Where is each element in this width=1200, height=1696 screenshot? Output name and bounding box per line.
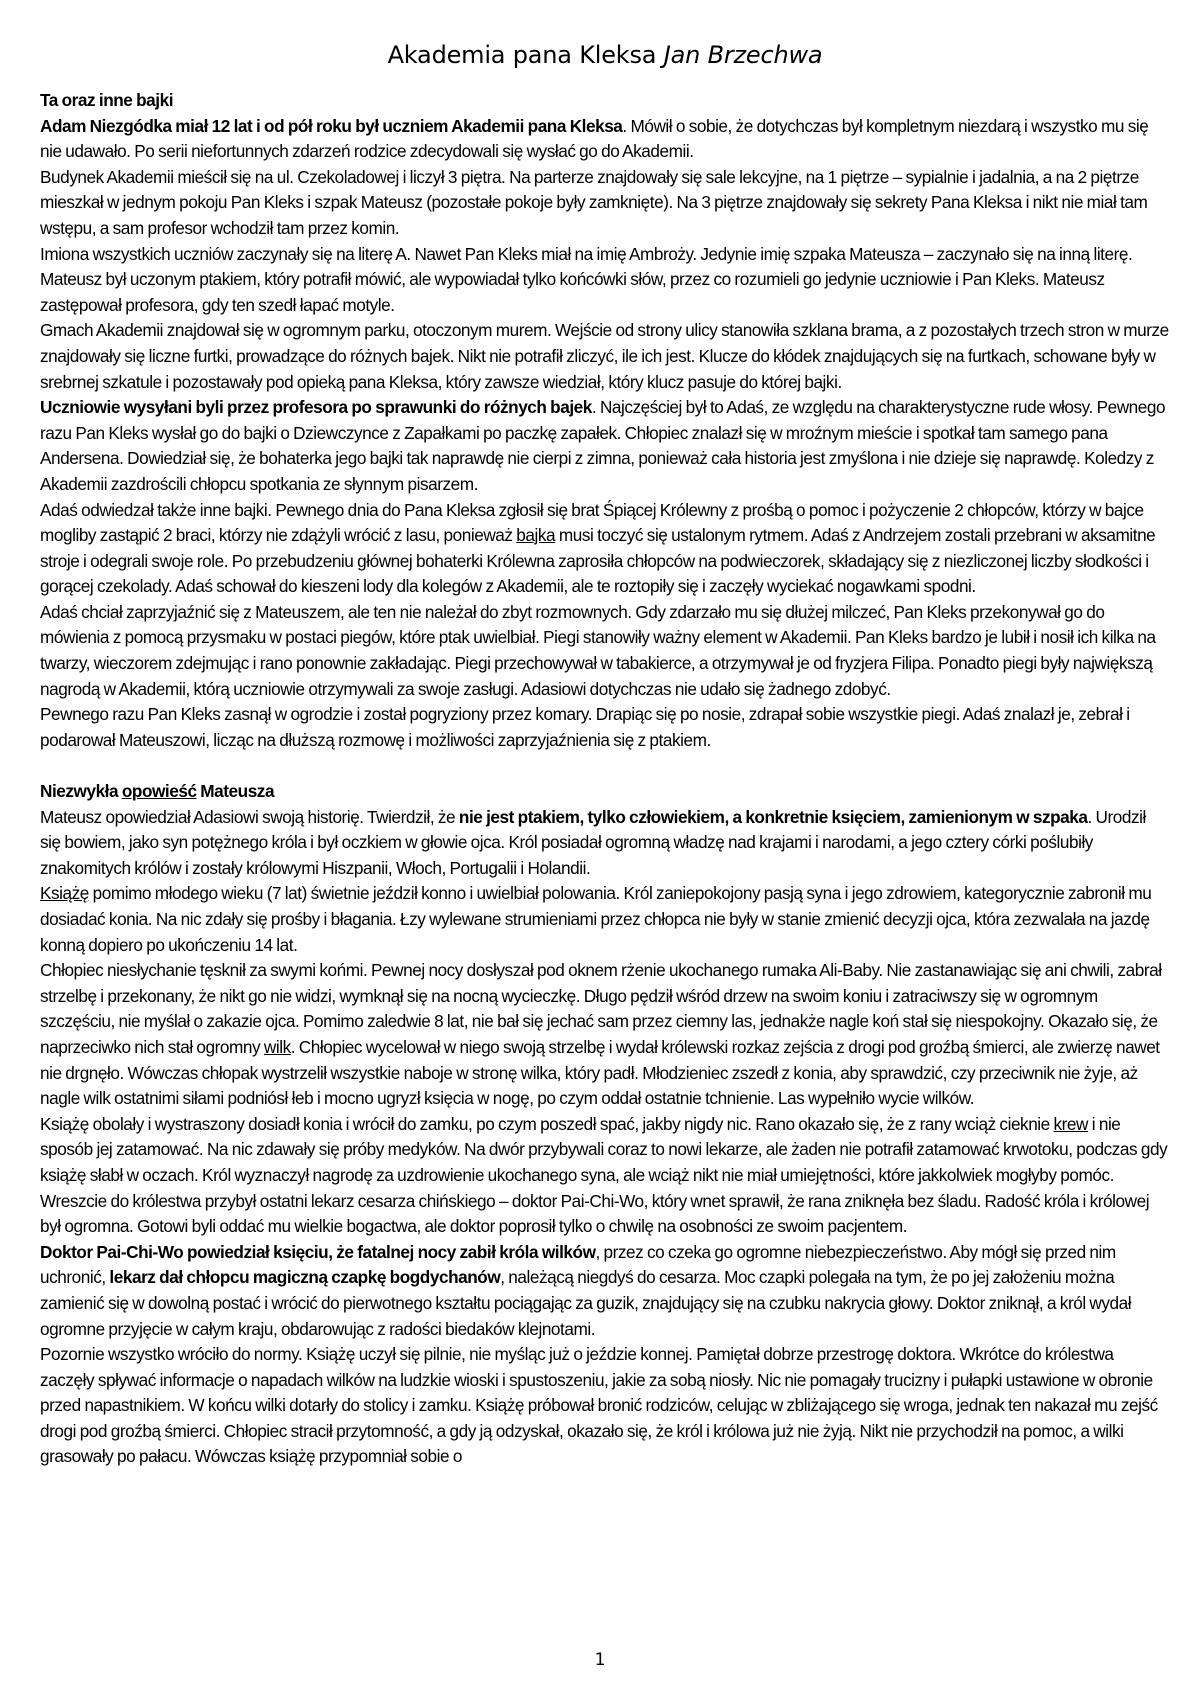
text-span: . Najczęściej był to Adaś, ze względu na charakterystyczne rude włosy. Pewnego razu Pan Kleks wysłał go do bajki o Dziewczynce z Zapałkami po paczkę zapałek. Chłopiec znalazł się w mroźnym mieście i spotkał tam samego pana Andersena. Dowiedział się, że bohaterka jego bajki tak naprawdę nie cierpi z zimna, ponieważ cała historia jest zmyślona i nie dzieje się naprawdę. Koledzy z Akademii zazdrościli chłopcu spotkania ze słynnym pisarzem. [40, 397, 1166, 494]
text-span: pomimo młodego wieku (7 lat) świetnie jeździł konno i uwielbiał polowania. Król zaniepokojony pasją syna i jego zdrowiem, kategorycznie zabronił mu dosiadać konia. Na nic zdały się prośby i błagania. Łzy wylewane strumieniami przez chłopca nie były w stanie zmienić decyzji ojca, która zezwalała na jazdę konną dopiero po ukończeniu 14 lat. [40, 883, 1152, 955]
paragraph [40, 805, 1170, 882]
bold-text: lekarz dał chłopcu magiczną czapkę bogdychanów [109, 1267, 501, 1288]
document-page [40, 38, 1170, 1470]
text-span: . Chłopiec wycelował w niego swoją strzelbę i wydał królewski rozkaz zejścia z drogi pod groźbą śmierci, ale zwierzę nawet nie drgnęło. Wówczas chłopak wystrzelił wszystkie naboje w stronę wilka, który padł. Młodzieniec zszedł z konia, aby sprawdzić, czy przeciwnik nie żyje, aż nagle wilk ostatnimi siłami podniósł łeb i mocno ugryzł księcia w nogę, po czym oddał ostatnie tchnienie. Las wypełniło wycie wilków. [40, 1036, 1160, 1109]
text-span: Gmach Akademii znajdował się w ogromnym parku, otoczonym murem. Wejście od strony ulicy stanowiła szklana brama, a z pozostałych trzech stron w murze znajdowały się liczne furtki, prowadzące do różnych bajek. Nikt nie potrafił zliczyć, ile ich jest. Klucze do kłódek znajdujących się na furtkach, schowane były w srebrnej szkatule i pozostawały pod opieką pana Kleksa, który zawsze wiedział, który klucz pasuje do której bajki. [40, 320, 1169, 392]
paragraph [40, 1342, 1170, 1470]
text-span: Pewnego razu Pan Kleks zasnął w ogrodzie i został pogryziony przez komary. Drapiąc się po nosie, zdrapał sobie wszystkie piegi. Adaś znalazł je, zebrał i podarował Mateuszowi, licząc na dłuższą rozmowę i możliwości zaprzyjaźnienia się z ptakiem. [40, 704, 1130, 750]
text-span: Adaś odwiedzał także inne bajki. Pewnego dnia do Pana Kleksa zgłosił się brat Śpiącej Królewny z prośbą o pomoc i pożyczenie 2 chłopców, którzy w bajce mogliby zastąpić 2 braci, którzy nie zdążyli wrócić z lasu, ponieważ [40, 499, 1144, 546]
text-span: . Urodził się bowiem, jako syn potężnego króla i był oczkiem w głowie ojca. Król posiadał ogromną władzę nad krajami i narodami, a jego cztery córki poślubiły znakomitych królów i zostały królowymi Hiszpanii, Włoch, Portugalii i Holandii. [40, 806, 1146, 878]
paragraph [40, 395, 1170, 497]
bold-text: nie jest ptakiem, tylko człowiekiem, a konkretnie księciem, zamienionym w szpaka [458, 806, 1088, 827]
underlined-text: Książę [40, 883, 89, 904]
underlined-text: wilk [263, 1036, 291, 1057]
text-span: Budynek Akademii mieścił się na ul. Czekoladowej i liczył 3 piętra. Na parterze znajdowały się sale lekcyjne, na 1 piętrze – sypialnie i jadalnia, a na 2 piętrze mieszkał w jednym pokoju Pan Kleks i szpak Mateusz (pozostałe pokoje były zamknięte). Na 3 piętrze znajdowały się sekrety Pana Kleksa i nikt nie miał tam wstępu, a sam profesor wchodził tam przez komin. [40, 166, 1148, 238]
text-span: Mateusz opowiedział Adasiowi swoją historię. Twierdził, że [40, 806, 459, 827]
text-span: Książę obolały i wystraszony dosiadł konia i wrócił do zamku, po czym poszedł spać, jakby nigdy nic. Rano okazało się, że z rany wciąż cieknie [40, 1113, 1054, 1134]
bold-text: Uczniowie wysyłani byli przez profesora po sprawunki do różnych bajek [40, 397, 592, 418]
paragraph [40, 1240, 1170, 1342]
paragraph [40, 498, 1170, 600]
paragraph [40, 958, 1170, 1112]
text-span: Adaś chciał zaprzyjaźnić się z Mateuszem, ale ten nie należał do zbyt rozmownych. Gdy zdarzało mu się dłużej milczeć, Pan Kleks przekonywał go do mówienia z pomocą przysmaku w postaci piegów, które ptak uwielbiał. Piegi stanowiły ważny element w Akademii. Pan Kleks bardzo je lubił i nosił ich kilka na twarzy, wieczorem zdejmując i rano ponownie zakładając. Piegi przechowywał w tabakierce, a otrzymywał je od fryzjera Filipa. Ponadto piegi były największą nagrodą w Akademii, którą uczniowie otrzymywali za swoje zasługi. Adasiowi dotychczas nie udało się żadnego zdobyć. [40, 601, 1156, 699]
page-title [40, 38, 1170, 72]
paragraph [40, 600, 1170, 702]
bold-text: Doktor Pai-Chi-Wo powiedział księciu, że fatalnej nocy zabił króla wilków [40, 1241, 596, 1262]
section-heading [40, 779, 1170, 805]
text-span: , przez co czeka go ogromne niebezpieczeństwo. Aby mógł się przed nim uchronić, [40, 1241, 1116, 1288]
text-span: Wreszcie do królestwa przybył ostatni lekarz cesarza chińskiego – doktor Pai-Chi-Wo, który wnet sprawił, że rana zniknęła bez śladu. Radość króla i królowej był ogromna. Gotowi byli oddać mu wielkie bogactwa, ale doktor poprosił tylko o chwilę na osobności ze swoim pacjentem. [40, 1190, 1150, 1237]
text-span: musi toczyć się ustalonym rytmem. Adaś z Andrzejem zostali przebrani w aksamitne stroje i odegrali swoje role. Po przebudzeniu głównej bohaterki Królewna zaprosiła chłopców na podwieczorek, składający się z niezliczonej liczby słodkości i gorącej czekolady. Adaś schował do kieszeni lody dla kolegów z Akademii, ale te roztopiły się i zaczęły wyciekać nogawkami spodni. [40, 525, 1156, 597]
title-main: Akademia pana Kleksa [387, 41, 664, 69]
text-span: Imiona wszystkich uczniów zaczynały się na literę A. Nawet Pan Kleks miał na imię Ambroży. Jedynie imię szpaka Mateusza – zaczynało się na inną literę. Mateusz był uczonym ptakiem, który potrafił mówić, ale wypowiadał tylko końcówki słów, przez co rozumieli go jedynie uczniowie i Pan Kleks. Mateusz zastępował profesora, gdy ten szedł łapać motyle. [40, 243, 1133, 315]
section-heading: Ta oraz inne bajki [40, 90, 174, 110]
bold-text: Adam Niezgódka miał 12 lat i od pół roku był uczniem Akademii pana Kleksa [40, 115, 623, 136]
text-span: Chłopiec niesłychanie tęsknił za swymi końmi. Pewnej nocy dosłyszał pod oknem rżenie ukochanego rumaka Ali-Baby. Nie zastanawiając się ani chwili, zabrał strzelbę i przekonany, że nikt go nie widzi, wymknął się na nocną wycieczkę. Długo pędził wśród drzew na swoim koniu i zatraciwszy się w ogromnym szczęściu, nie myślał o zakazie ojca. Pomimo zaledwie 8 lat, nie bał się jechać sam przez ciemny las, jednakże nagle koń stał się niespokojny. Okazało się, że naprzeciwko nich stał ogromny [40, 960, 1162, 1057]
text-span: , należącą niegdyś do cesarza. Moc czapki polegała na tym, że po jej założeniu można zamienić się w dowolną postać i wrócić do pierwotnego kształtu pociągając za guzik, znajdujący się na czubku nakrycia głowy. Doktor zniknął, a król wydał ogromne przyjęcie w całym kraju, obdarowując z radości biedaków klejnotami. [40, 1267, 1132, 1339]
underlined-text: opowieść [121, 781, 197, 802]
underlined-text: bajka [516, 525, 556, 546]
paragraph [40, 1112, 1170, 1189]
underlined-text: krew [1053, 1113, 1089, 1134]
paragraph [40, 165, 1170, 242]
title-author: Jan Brzechwa [663, 41, 823, 69]
section-spacer [40, 753, 1170, 779]
paragraph [40, 1189, 1170, 1240]
paragraph [40, 318, 1170, 395]
paragraph [40, 114, 1170, 165]
paragraph [40, 881, 1170, 958]
text-span: Pozornie wszystko wróciło do normy. Książę uczył się pilnie, nie myśląc już o jeździe konnej. Pamiętał dobrze przestrogę doktora. Wkrótce do królestwa zaczęły spływać informacje o napadach wilków na ludzkie wioski i spustoszeniu, jakie za sobą niosły. Nic nie pomagały trucizny i pułapki ustawione w obronie przed napastnikiem. W końcu wilki dotarły do stolicy i zamku. Książę próbował bronić rodziców, celując w zbliżającego się wroga, jednak ten nakazał mu zejść drogi pod groźbą śmierci. Chłopiec stracił przytomność, a gdy ją odzyskał, okazało się, że król i królowa już nie żyją. Nikt nie przychodził na pomoc, a wilki grasowały po pałacu. Wówczas książę przypomniał sobie o [40, 1344, 1158, 1467]
paragraph [40, 242, 1170, 319]
text-span: . Mówił o sobie, że dotychczas był kompletnym niezdarą i wszystko mu się nie udawało. Po serii niefortunnych zdarzeń rodzice zdecydowali się wysłać go do Akademii. [40, 115, 1149, 162]
text-span: Mateusza [196, 781, 275, 802]
document-body [40, 88, 1170, 1470]
text-span: Niezwykła [40, 781, 122, 802]
text-span: i nie sposób jej zatamować. Na nic zdawały się próby medyków. Na dwór przybywali coraz to nowi lekarze, ale żaden nie potrafił zatamować krwotoku, podczas gdy książę słabł w oczach. Król wyznaczył nagrodę za uzdrowienie ukochanego syna, ale wciąż nikt nie miał umiejętności, które jakkolwiek mogłyby pomóc. [40, 1113, 1168, 1185]
paragraph [40, 702, 1170, 753]
page-number: 1 [594, 1650, 606, 1670]
